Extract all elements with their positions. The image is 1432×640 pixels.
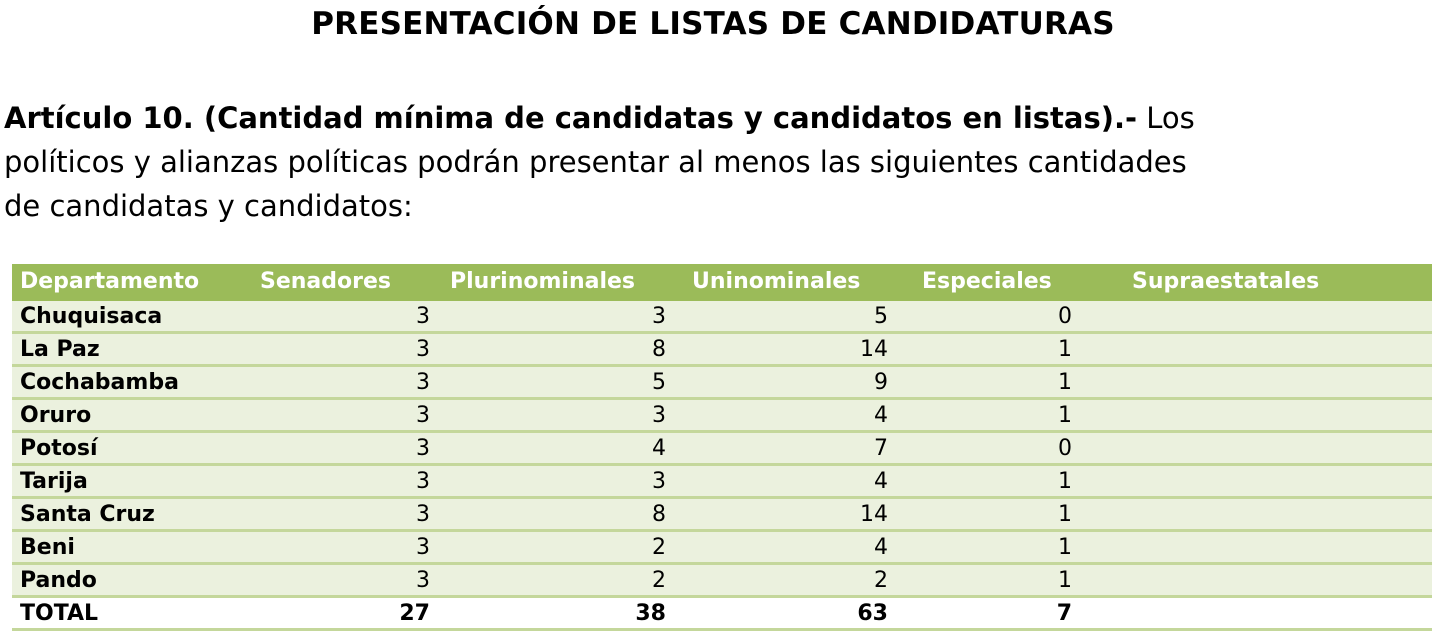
cell-uninominales: 14 <box>684 498 914 531</box>
table-row <box>12 333 1432 366</box>
cell-departamento: Pando <box>12 564 252 597</box>
article-line-2: políticos y alianzas políticas podrán presentar al menos las siguientes cantidades <box>4 145 1187 179</box>
cell-uninominales: 2 <box>684 564 914 597</box>
article-line-1 <box>4 96 1404 140</box>
table-header-row <box>12 264 1432 300</box>
header-departamento: Departamento <box>12 264 252 300</box>
cell-supraestatales <box>1124 333 1432 366</box>
cell-plurinominales: 8 <box>442 333 684 366</box>
table-row <box>12 366 1432 399</box>
header-especiales: Especiales <box>914 264 1124 300</box>
cell-supraestatales <box>1124 432 1432 465</box>
cell-uninominales: 14 <box>684 333 914 366</box>
cell-senadores: 3 <box>252 531 442 564</box>
table-row <box>12 432 1432 465</box>
cell-especiales: 1 <box>914 498 1124 531</box>
candidates-table <box>12 264 1432 631</box>
cell-uninominales: 4 <box>684 465 914 498</box>
cell-supraestatales <box>1124 498 1432 531</box>
article-line-1-rest: Los <box>1137 101 1195 135</box>
cell-total-plurinominales: 38 <box>442 597 684 630</box>
cell-senadores: 3 <box>252 498 442 531</box>
cell-especiales: 1 <box>914 333 1124 366</box>
cell-total-senadores: 27 <box>252 597 442 630</box>
table-row <box>12 531 1432 564</box>
table-row <box>12 498 1432 531</box>
cell-departamento: Oruro <box>12 399 252 432</box>
cell-especiales: 1 <box>914 564 1124 597</box>
header-senadores: Senadores <box>252 264 442 300</box>
cell-plurinominales: 5 <box>442 366 684 399</box>
cell-especiales: 0 <box>914 432 1124 465</box>
cell-especiales: 0 <box>914 300 1124 333</box>
cell-supraestatales <box>1124 564 1432 597</box>
cell-uninominales: 7 <box>684 432 914 465</box>
cell-total-label: TOTAL <box>12 597 252 630</box>
cell-especiales: 1 <box>914 366 1124 399</box>
cell-supraestatales <box>1124 399 1432 432</box>
cell-departamento: Chuquisaca <box>12 300 252 333</box>
header-supraestatales: Supraestatales <box>1124 264 1432 300</box>
cell-senadores: 3 <box>252 366 442 399</box>
table-row <box>12 399 1432 432</box>
cell-senadores: 3 <box>252 564 442 597</box>
header-uninominales: Uninominales <box>684 264 914 300</box>
cell-senadores: 3 <box>252 333 442 366</box>
cell-departamento: Santa Cruz <box>12 498 252 531</box>
cell-plurinominales: 8 <box>442 498 684 531</box>
cell-supraestatales <box>1124 366 1432 399</box>
cell-uninominales: 9 <box>684 366 914 399</box>
cell-senadores: 3 <box>252 432 442 465</box>
header-plurinominales: Plurinominales <box>442 264 684 300</box>
cell-plurinominales: 2 <box>442 564 684 597</box>
cell-total-uninominales: 63 <box>684 597 914 630</box>
cell-especiales: 1 <box>914 531 1124 564</box>
cell-total-especiales: 7 <box>914 597 1124 630</box>
cell-senadores: 3 <box>252 399 442 432</box>
cell-supraestatales <box>1124 300 1432 333</box>
cell-uninominales: 4 <box>684 531 914 564</box>
cell-departamento: La Paz <box>12 333 252 366</box>
cell-departamento: Cochabamba <box>12 366 252 399</box>
cell-plurinominales: 2 <box>442 531 684 564</box>
cell-departamento: Potosí <box>12 432 252 465</box>
cell-total-supraestatales <box>1124 597 1432 630</box>
cell-senadores: 3 <box>252 465 442 498</box>
cell-departamento: Beni <box>12 531 252 564</box>
table-row <box>12 300 1432 333</box>
cell-especiales: 1 <box>914 465 1124 498</box>
article-heading: Artículo 10. (Cantidad mínima de candidatas y candidatos en listas).- <box>4 101 1138 135</box>
cell-uninominales: 4 <box>684 399 914 432</box>
cell-plurinominales: 4 <box>442 432 684 465</box>
cell-plurinominales: 3 <box>442 465 684 498</box>
table-row <box>12 564 1432 597</box>
cell-senadores: 3 <box>252 300 442 333</box>
cell-uninominales: 5 <box>684 300 914 333</box>
cell-plurinominales: 3 <box>442 300 684 333</box>
article-line-3: de candidatas y candidatos: <box>4 189 413 223</box>
table-row <box>12 465 1432 498</box>
article-paragraph <box>4 96 1404 228</box>
page-title: PRESENTACIÓN DE LISTAS DE CANDIDATURAS <box>311 6 1115 42</box>
cell-supraestatales <box>1124 465 1432 498</box>
cell-departamento: Tarija <box>12 465 252 498</box>
cell-especiales: 1 <box>914 399 1124 432</box>
cell-plurinominales: 3 <box>442 399 684 432</box>
cell-supraestatales <box>1124 531 1432 564</box>
table-total-row <box>12 597 1432 630</box>
